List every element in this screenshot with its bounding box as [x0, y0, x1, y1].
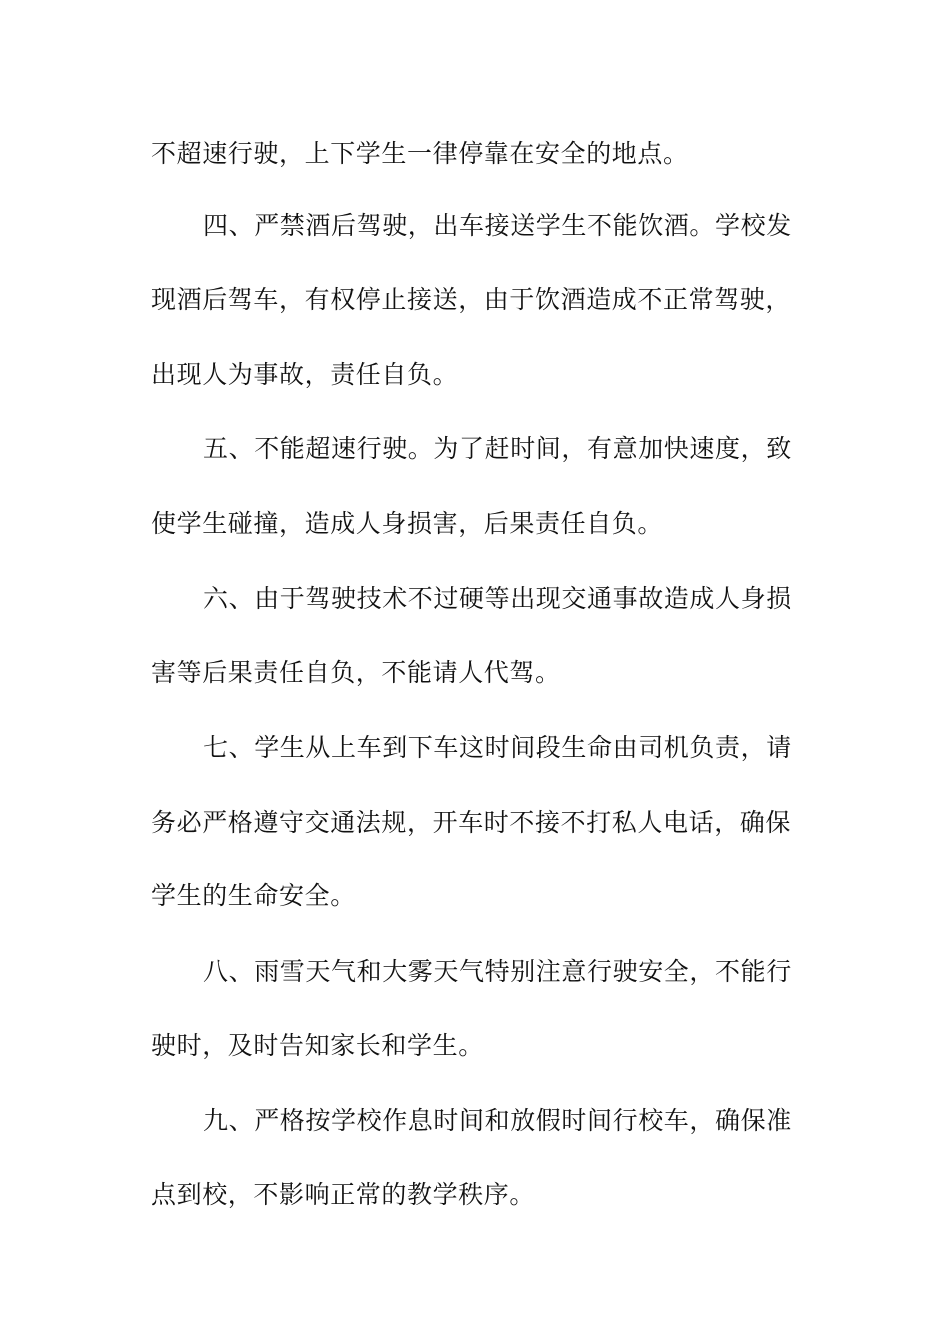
text-line: 使学生碰撞，造成人身损害，后果责任自负。 [151, 509, 664, 538]
text-line: 五、不能超速行驶。为了赶时间，有意加快速度，致 [203, 434, 792, 463]
text-line: 出现人为事故，责任自负。 [151, 360, 459, 389]
text-line: 驶时，及时告知家长和学生。 [151, 1031, 484, 1060]
text-line: 务必严格遵守交通法规，开车时不接不打私人电话，确保 [151, 808, 792, 837]
text-line: 九、严格按学校作息时间和放假时间行校车，确保准 [203, 1106, 792, 1135]
text-line: 六、由于驾驶技术不过硬等出现交通事故造成人身损 [203, 584, 792, 613]
text-line: 四、严禁酒后驾驶，出车接送学生不能饮酒。学校发 [203, 211, 792, 240]
text-line: 现酒后驾车，有权停止接送，由于饮酒造成不正常驾驶， [151, 285, 792, 314]
text-line: 点到校，不影响正常的教学秩序。 [151, 1180, 536, 1209]
text-line: 不超速行驶，上下学生一律停靠在安全的地点。 [151, 139, 689, 168]
text-line: 七、学生从上车到下车这时间段生命由司机负责，请 [203, 733, 792, 762]
text-line: 学生的生命安全。 [151, 881, 356, 910]
text-line: 八、雨雪天气和大雾天气特别注意行驶安全，不能行 [203, 957, 792, 986]
text-line: 害等后果责任自负，不能请人代驾。 [151, 658, 561, 687]
